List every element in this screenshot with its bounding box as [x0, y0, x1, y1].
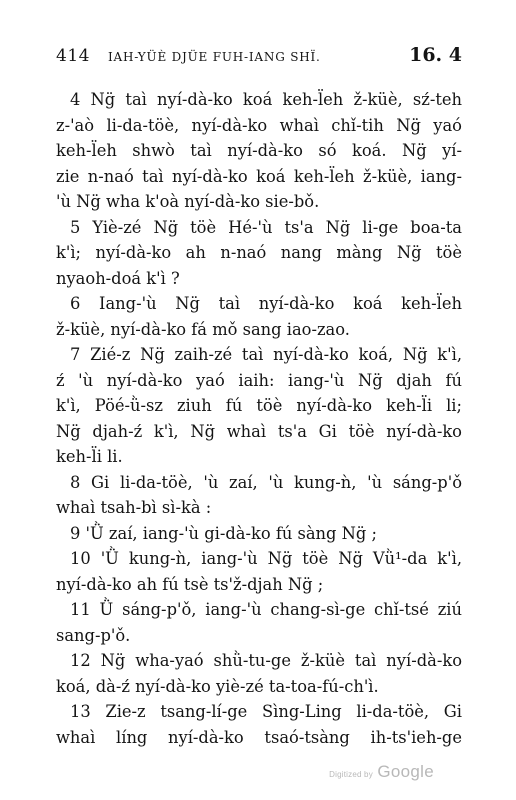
text-line: ź 'ù nyí-dà-ko yaó iaih: iang-'ù Ng̈ djah fú — [56, 370, 462, 390]
text-line: 13 Zie-z tsang-lí-ge Sìng-Ling li-da-töè, Gi — [70, 702, 462, 721]
text-line: 8 Gi li-da-töè, 'ù zaí, 'ù kung-ǹ, 'ù sáng-p'ǒ — [70, 472, 462, 492]
running-head — [56, 44, 462, 68]
google-logo: Google — [377, 762, 434, 781]
text-line: whaì líng nyí-dà-ko tsaó-tsàng ih-ts'ieh-ge — [56, 727, 462, 747]
text-line: keh-l̈eh shwò taì nyí-dà-ko só koá. Ng̈ yí- — [56, 141, 462, 160]
text-line: zie n-naó taì nyí-dà-ko koá keh-l̈eh ž-küè, iang- — [56, 166, 462, 186]
text-line: nyaoh-doá k'ì ? — [56, 268, 180, 288]
text-line: 6 Iang-'ù Ng̈ taì nyí-dà-ko koá keh-l̈eh — [70, 294, 462, 313]
text-line: k'ì, Pöé-ǜ-sz ziuh fú töè nyí-dà-ko keh-l̈i li; — [56, 396, 462, 415]
text-line: ž-küè, nyí-dà-ko fá mǒ sang iao-zao. — [56, 319, 350, 339]
text-line: koá, dà-ź nyí-dà-ko yiè-zé ta-toa-fú-ch'ì. — [56, 676, 379, 696]
text-line: whaì tsah-bì sì-kà : — [56, 498, 212, 517]
text-line: 10 'Ǜ kung-ǹ, iang-'ù Ng̈ töè Ng̈ Vǜ¹-da k'ì, — [70, 549, 462, 568]
text-line: sang-p'ǒ. — [56, 625, 131, 645]
watermark-prefix: Digitized by — [329, 770, 373, 779]
text-line: 4 Ng̈ taì nyí-dà-ko koá keh-l̈eh ž-küè, sź-teh — [70, 90, 462, 109]
running-title: IAH-YÜÈ DJÜE FUH-IANG SHÏ. — [108, 50, 321, 64]
text-line: 'ù Ng̈ wha k'oà nyí-dà-ko sie-bǒ. — [56, 192, 320, 211]
digitized-watermark — [329, 762, 434, 782]
text-line: 7 Zié-z Ng̈ zaih-zé taì nyí-dà-ko koá, Ng̈ k'ì, — [70, 345, 462, 364]
text-line: Ng̈ djah-ź k'ì, Ng̈ whaì ts'a Gi töè nyí-dà-ko — [56, 421, 462, 441]
text-line: nyí-dà-ko ah fú tsè ts'ž-djah Ng̈ ; — [56, 574, 324, 594]
text-line: 11 Ǜ sáng-p'ǒ, iang-'ù chang-sì-ge chǐ-tsé ziú — [70, 600, 462, 619]
body-text — [56, 87, 462, 750]
text-line: 5 Yiè-zé Ng̈ töè Hé-'ù ts'a Ng̈ li-ge boa-ta — [70, 217, 462, 237]
chapter-verse-reference: 16. 4 — [409, 44, 462, 66]
text-line: 9 'Ǜ zaí, iang-'ù gi-dà-ko fú sàng Ng̈ ; — [70, 523, 377, 543]
text-line: 12 Ng̈ wha-yaó shǜ-tu-ge ž-küè taì nyí-dà-ko — [70, 651, 462, 670]
text-line: z-'aò li-da-töè, nyí-dà-ko whaì chǐ-tih Ng̈ yaó — [56, 115, 462, 135]
text-line: k'ì; nyí-dà-ko ah n-naó nang màng Ng̈ töè — [56, 243, 462, 262]
page-number: 414 — [56, 46, 90, 66]
text-line: keh-l̈i li. — [56, 447, 123, 466]
